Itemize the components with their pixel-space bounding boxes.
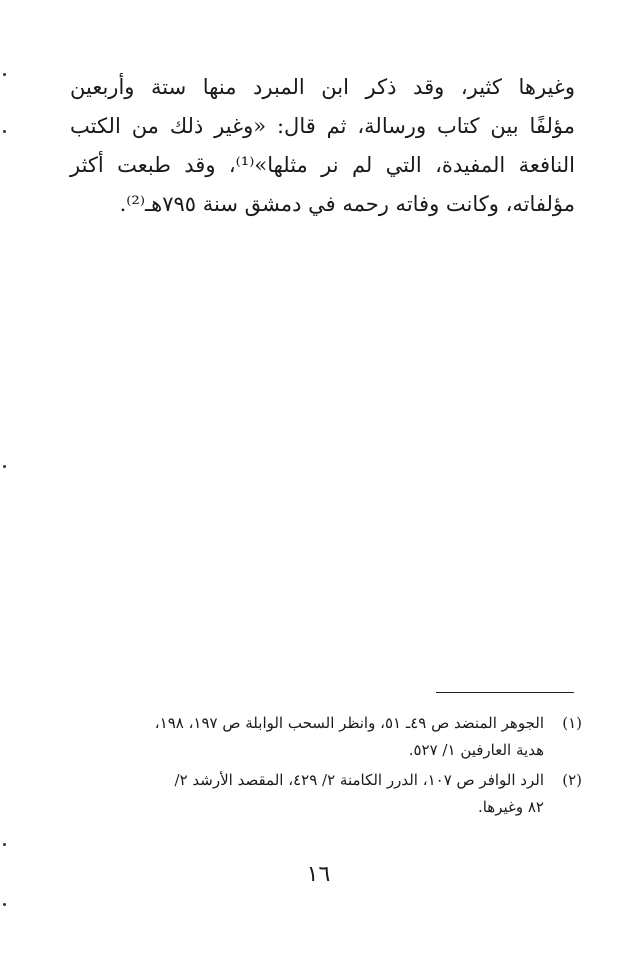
paragraph-line: مؤلفًا بين كتاب ورسالة، ثم قال: «وغير ذلك من الكتب xyxy=(70,114,575,138)
footnote-text xyxy=(62,767,544,821)
footnote-line: ٨٢ وغيرها. xyxy=(477,798,544,816)
footnote-number: (١) xyxy=(562,714,582,732)
scan-edge-mark xyxy=(3,903,6,906)
page-number: ١٦ xyxy=(306,862,331,887)
footnote-line: الرد الوافر ص ١٠٧، الدرر الكامنة ٢/ ٤٢٩، المقصد الأرشد ٢/ xyxy=(174,771,544,789)
scan-edge-mark xyxy=(3,73,6,76)
paragraph-line: النافعة المفيدة، التي لم نر مثلها»⁽¹⁾، وقد طبعت أكثر xyxy=(70,153,575,177)
paragraph-line: مؤلفاته، وكانت وفاته رحمه في دمشق سنة ٧٩٥هـ⁽²⁾. xyxy=(119,192,575,216)
scan-edge-mark xyxy=(3,465,6,468)
scan-edge-mark xyxy=(3,843,6,846)
footnotes xyxy=(62,710,582,824)
scan-edge-mark xyxy=(3,130,6,133)
main-paragraph xyxy=(70,68,575,224)
footnote-separator xyxy=(436,692,574,693)
footnote-item xyxy=(62,710,582,764)
footnote-text xyxy=(62,710,544,764)
footnote-line: هدية العارفين ١/ ٥٢٧. xyxy=(408,741,544,759)
footnote-item xyxy=(62,767,582,821)
paragraph-line: وغيرها كثير، وقد ذكر ابن المبرد منها ستة وأربعين xyxy=(70,75,575,99)
footnote-number: (٢) xyxy=(562,771,582,789)
footnote-line: الجوهر المنضد ص ٤٩ـ ٥١، وانظر السحب الوابلة ص ١٩٧، ١٩٨، xyxy=(154,714,544,732)
